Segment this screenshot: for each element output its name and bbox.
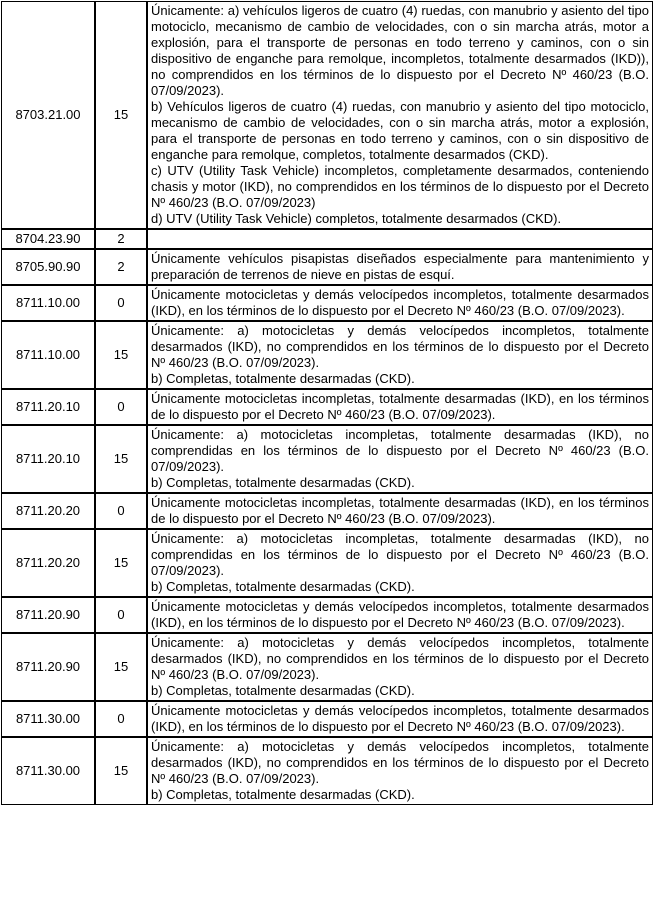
description-paragraph: b) Completas, totalmente desarmadas (CKD). bbox=[151, 371, 415, 386]
description-paragraph: Únicamente motocicletas y demás velocípedos incompletos, totalmente desarmados (IKD), en los términos de lo dispuesto por el Decreto Nº 460/23 (B.O. 07/09/2023). bbox=[151, 599, 649, 630]
tariff-code-cell: 8711.10.00 bbox=[1, 321, 95, 389]
tariff-rate-cell: 15 bbox=[95, 737, 147, 805]
description-paragraph: Únicamente: a) vehículos ligeros de cuatro (4) ruedas, con manubrio y asiento del tipo motociclo, mecanismo de cambio de velocidades, con o sin marcha atrás, motor a explosión, para el transporte de personas en todo terreno y caminos, con o sin dispositivo de enganche para remolque, incompletos, totalmente desarmados (IKD)), no comprendidos en los términos de lo dispuesto por el Decreto Nº 460/23 (B.O. 07/09/2023). bbox=[151, 3, 649, 98]
tariff-table-row bbox=[1, 321, 653, 389]
tariff-code-cell: 8711.30.00 bbox=[1, 737, 95, 805]
description-paragraph: b) Completas, totalmente desarmadas (CKD). bbox=[151, 787, 415, 802]
tariff-description-cell bbox=[147, 389, 653, 425]
description-paragraph: Únicamente: a) motocicletas y demás velocípedos incompletos, totalmente desarmados (IKD), no comprendidos en los términos de lo dispuesto por el Decreto Nº 460/23 (B.O. 07/09/2023). bbox=[151, 323, 649, 370]
description-paragraph: b) Vehículos ligeros de cuatro (4) ruedas, con manubrio y asiento del tipo motociclo, mecanismo de cambio de velocidades, con o sin marcha atrás, motor a explosión, para el transporte de personas en todo terreno y caminos, con o sin dispositivo de enganche para remolque, completos, totalmente desarmados (CKD). bbox=[151, 99, 649, 162]
tariff-description-cell bbox=[147, 701, 653, 737]
tariff-rate-cell: 0 bbox=[95, 701, 147, 737]
tariff-table-row bbox=[1, 229, 653, 249]
tariff-rate-cell: 0 bbox=[95, 597, 147, 633]
tariff-rate-cell: 2 bbox=[95, 229, 147, 249]
description-paragraph: d) UTV (Utility Task Vehicle) completos, totalmente desarmados (CKD). bbox=[151, 211, 562, 226]
tariff-table-row bbox=[1, 597, 653, 633]
tariff-description-cell bbox=[147, 229, 653, 249]
tariff-code-cell: 8703.21.00 bbox=[1, 1, 95, 229]
description-paragraph: Únicamente motocicletas incompletas, totalmente desarmadas (IKD), en los términos de lo dispuesto por el Decreto Nº 460/23 (B.O. 07/09/2023). bbox=[151, 495, 649, 526]
tariff-code-cell: 8711.20.20 bbox=[1, 493, 95, 529]
description-paragraph: Únicamente: a) motocicletas y demás velocípedos incompletos, totalmente desarmados (IKD), no comprendidos en los términos de lo dispuesto por el Decreto Nº 460/23 (B.O. 07/09/2023). bbox=[151, 635, 649, 682]
tariff-code-cell: 8711.20.10 bbox=[1, 425, 95, 493]
tariff-rate-cell: 15 bbox=[95, 529, 147, 597]
tariff-description-cell bbox=[147, 633, 653, 701]
description-paragraph: Únicamente: a) motocicletas incompletas, totalmente desarmadas (IKD), no comprendidas en los términos de lo dispuesto por el Decreto Nº 460/23 (B.O. 07/09/2023). bbox=[151, 427, 649, 474]
description-paragraph: Únicamente motocicletas y demás velocípedos incompletos, totalmente desarmados (IKD), en los términos de lo dispuesto por el Decreto Nº 460/23 (B.O. 07/09/2023). bbox=[151, 287, 649, 318]
description-paragraph: b) Completas, totalmente desarmadas (CKD). bbox=[151, 475, 415, 490]
tariff-rate-cell: 15 bbox=[95, 633, 147, 701]
tariff-table bbox=[1, 1, 653, 805]
tariff-description-cell bbox=[147, 249, 653, 285]
tariff-description-cell bbox=[147, 737, 653, 805]
tariff-rate-cell: 15 bbox=[95, 425, 147, 493]
description-paragraph: Únicamente: a) motocicletas incompletas, totalmente desarmadas (IKD), no comprendidas en los términos de lo dispuesto por el Decreto Nº 460/23 (B.O. 07/09/2023). bbox=[151, 531, 649, 578]
tariff-table-row bbox=[1, 425, 653, 493]
tariff-table-row bbox=[1, 1, 653, 229]
tariff-code-cell: 8711.30.00 bbox=[1, 701, 95, 737]
tariff-code-cell: 8711.20.90 bbox=[1, 633, 95, 701]
description-paragraph: Únicamente motocicletas incompletas, totalmente desarmadas (IKD), en los términos de lo dispuesto por el Decreto Nº 460/23 (B.O. 07/09/2023). bbox=[151, 391, 649, 422]
tariff-rate-cell: 0 bbox=[95, 493, 147, 529]
tariff-table-body bbox=[1, 1, 653, 805]
tariff-table-row bbox=[1, 529, 653, 597]
tariff-rate-cell: 0 bbox=[95, 389, 147, 425]
tariff-description-cell bbox=[147, 321, 653, 389]
tariff-table-row bbox=[1, 493, 653, 529]
tariff-table-row bbox=[1, 285, 653, 321]
tariff-description-cell bbox=[147, 529, 653, 597]
tariff-code-cell: 8711.20.90 bbox=[1, 597, 95, 633]
tariff-description-cell bbox=[147, 285, 653, 321]
description-paragraph: c) UTV (Utility Task Vehicle) incompletos, completamente desarmados, conteniendo chasis y motor (IKD), no comprendidos en los términos de lo dispuesto por el Decreto Nº 460/23 (B.O. 07/09/2023) bbox=[151, 163, 649, 210]
tariff-code-cell: 8711.10.00 bbox=[1, 285, 95, 321]
tariff-table-row bbox=[1, 633, 653, 701]
tariff-table-row bbox=[1, 737, 653, 805]
description-paragraph: b) Completas, totalmente desarmadas (CKD). bbox=[151, 683, 415, 698]
description-paragraph: Únicamente: a) motocicletas y demás velocípedos incompletos, totalmente desarmados (IKD), no comprendidos en los términos de lo dispuesto por el Decreto Nº 460/23 (B.O. 07/09/2023). bbox=[151, 739, 649, 786]
description-paragraph: Únicamente vehículos pisapistas diseñados especialmente para mantenimiento y preparación de terrenos de nieve en pistas de esquí. bbox=[151, 251, 649, 282]
tariff-code-cell: 8711.20.20 bbox=[1, 529, 95, 597]
tariff-rate-cell: 15 bbox=[95, 321, 147, 389]
tariff-rate-cell: 2 bbox=[95, 249, 147, 285]
tariff-code-cell: 8711.20.10 bbox=[1, 389, 95, 425]
tariff-code-cell: 8705.90.90 bbox=[1, 249, 95, 285]
description-paragraph: Únicamente motocicletas y demás velocípedos incompletos, totalmente desarmados (IKD), en los términos de lo dispuesto por el Decreto Nº 460/23 (B.O. 07/09/2023). bbox=[151, 703, 649, 734]
tariff-description-cell bbox=[147, 1, 653, 229]
tariff-table-row bbox=[1, 249, 653, 285]
tariff-table-row bbox=[1, 701, 653, 737]
tariff-description-cell bbox=[147, 425, 653, 493]
tariff-description-cell bbox=[147, 493, 653, 529]
tariff-rate-cell: 15 bbox=[95, 1, 147, 229]
tariff-rate-cell: 0 bbox=[95, 285, 147, 321]
tariff-description-cell bbox=[147, 597, 653, 633]
tariff-table-row bbox=[1, 389, 653, 425]
description-paragraph: b) Completas, totalmente desarmadas (CKD). bbox=[151, 579, 415, 594]
tariff-code-cell: 8704.23.90 bbox=[1, 229, 95, 249]
